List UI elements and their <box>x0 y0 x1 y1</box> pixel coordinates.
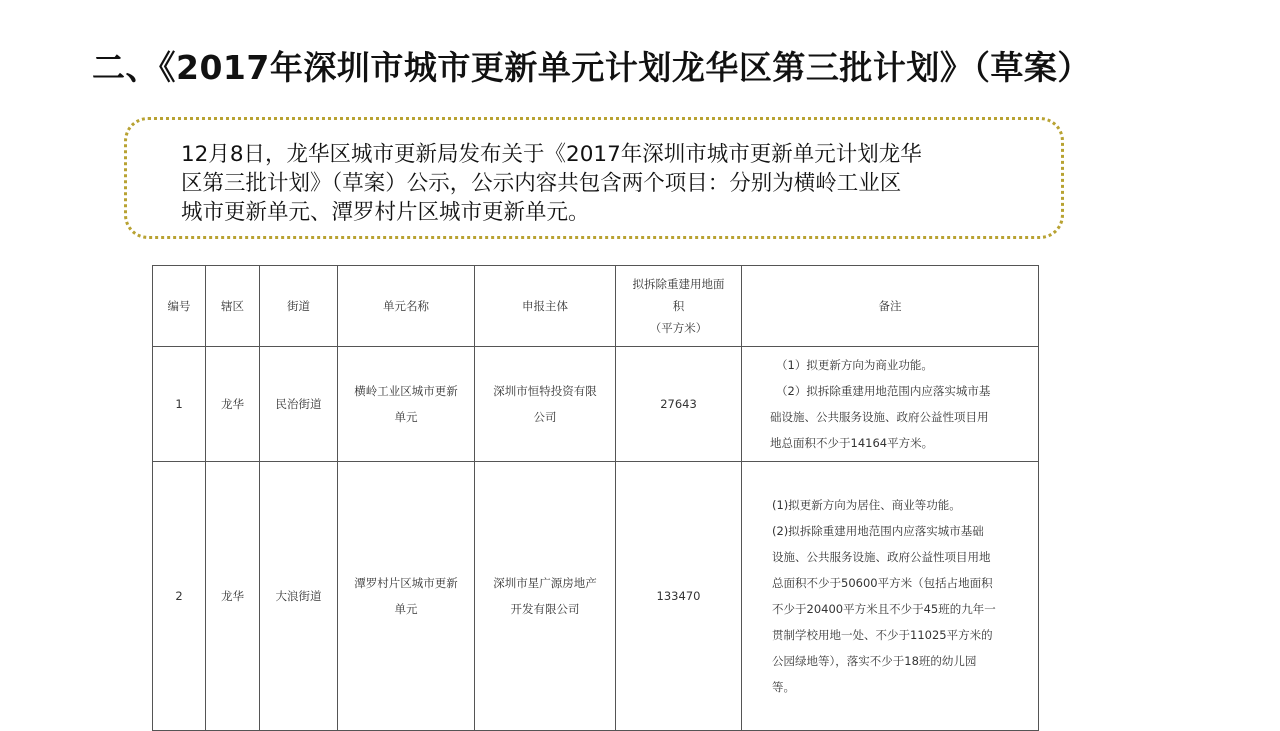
cell-remarks <box>742 462 1039 731</box>
project-table <box>152 265 1039 731</box>
header-district: 辖区 <box>206 266 260 347</box>
cell-district: 龙华 <box>206 462 260 731</box>
remark-line: 不少于20400平方米且不少于45班的九年一 <box>772 602 996 616</box>
cell-area: 133470 <box>616 462 742 731</box>
table-row <box>153 462 1039 731</box>
project-table-container <box>152 265 1039 694</box>
remark-line: (2)拟拆除重建用地范围内应落实城市基础 <box>772 524 984 538</box>
remark-line: 贯制学校用地一处、不少于11025平方米的 <box>772 628 993 642</box>
applicant-line: 开发有限公司 <box>510 602 580 616</box>
header-area <box>616 266 742 347</box>
unit-name-line: 潭罗村片区城市更新 <box>354 576 458 590</box>
summary-line: 12月8日，龙华区城市更新局发布关于《2017年深圳市城市更新单元计划龙华 <box>181 142 922 167</box>
summary-callout <box>124 117 1064 239</box>
applicant-line: 公司 <box>533 410 557 424</box>
remark-line: 等。 <box>772 680 795 694</box>
remark-line: 总面积不少于50600平方米（包括占地面积 <box>772 576 993 590</box>
cell-street: 民治街道 <box>260 347 338 462</box>
cell-district: 龙华 <box>206 347 260 462</box>
cell-area: 27643 <box>616 347 742 462</box>
header-area-line: 积 <box>672 299 685 313</box>
summary-line: 城市更新单元、潭罗村片区城市更新单元。 <box>181 200 590 225</box>
header-street: 街道 <box>260 266 338 347</box>
remark-line: (1)拟更新方向为居住、商业等功能。 <box>772 498 961 512</box>
header-unit-name: 单元名称 <box>338 266 475 347</box>
applicant-line: 深圳市恒特投资有限 <box>493 384 597 398</box>
table-row <box>153 347 1039 462</box>
cell-unit-name <box>338 462 475 731</box>
cell-remarks <box>742 347 1039 462</box>
remark-line: 础设施、公共服务设施、政府公益性项目用 <box>770 410 989 424</box>
cell-applicant <box>475 462 616 731</box>
remark-line: 地总面积不少于14164平方米。 <box>770 436 934 450</box>
cell-id: 1 <box>153 347 206 462</box>
remark-line: 设施、公共服务设施、政府公益性项目用地 <box>772 550 991 564</box>
header-area-unit: （平方米） <box>649 321 708 335</box>
unit-name-line: 横岭工业区城市更新 <box>354 384 458 398</box>
unit-name-line: 单元 <box>394 410 418 424</box>
cell-street: 大浪街道 <box>260 462 338 731</box>
remark-line: （2）拟拆除重建用地范围内应落实城市基 <box>776 384 991 398</box>
summary-text <box>181 140 1011 227</box>
applicant-line: 深圳市星广源房地产 <box>493 576 597 590</box>
page-title: 二、《2017年深圳市城市更新单元计划龙华区第三批计划》（草案） <box>92 48 1091 87</box>
header-remarks: 备注 <box>742 266 1039 347</box>
header-area-line: 拟拆除重建用地面 <box>632 277 725 291</box>
unit-name-line: 单元 <box>394 602 418 616</box>
remark-line: 公园绿地等），落实不少于18班的幼儿园 <box>772 654 977 668</box>
cell-applicant <box>475 347 616 462</box>
remark-line: （1）拟更新方向为商业功能。 <box>776 358 933 372</box>
header-applicant: 申报主体 <box>475 266 616 347</box>
cell-unit-name <box>338 347 475 462</box>
header-id: 编号 <box>153 266 206 347</box>
cell-id: 2 <box>153 462 206 731</box>
table-header-row <box>153 266 1039 347</box>
summary-line: 区第三批计划》（草案）公示，公示内容共包含两个项目：分别为横岭工业区 <box>181 171 902 196</box>
